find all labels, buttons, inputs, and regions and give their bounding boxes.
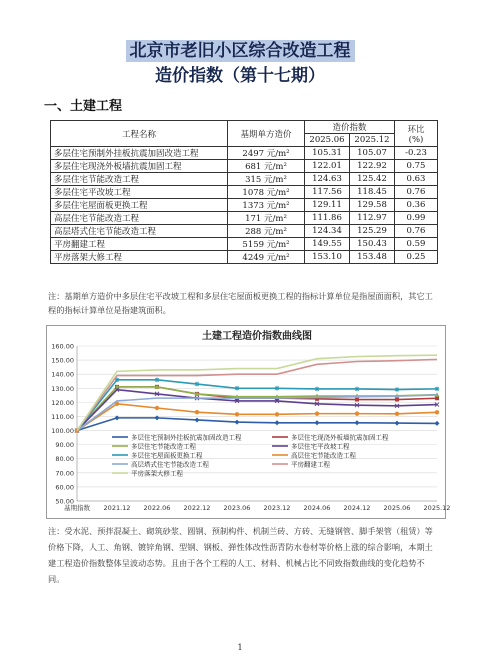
- series-line: [77, 387, 437, 431]
- table-row: [51, 199, 438, 212]
- row-index-2: 150.43: [350, 238, 395, 251]
- row-index-1: 124.63: [305, 173, 350, 186]
- row-ratio: 0.76: [395, 225, 438, 238]
- section-heading: 一、土建工程: [44, 99, 123, 114]
- row-price: 2497 元/m²: [228, 147, 305, 160]
- table-row: [51, 173, 438, 186]
- chart-note: 注：受水泥、预拌混凝土、砌筑砂浆、圆钢、预制构件、机制兰砖、方砖、无缝钢管、脚手架管（租赁）等价格下降，人工、角钢、镀锌角钢、型钢、钢板、弹性体改性沥青防水卷材等价格上涨的综合影响，本期土建工程造价指数整体呈波动态势。且由于各个工程的人工、材料、机械占比不同致指数曲线的变化趋势不同。: [48, 526, 433, 584]
- data-point: [395, 421, 400, 426]
- header-index: 造价指数: [305, 121, 395, 134]
- legend-label: 多层住宅节能改造工程: [131, 442, 196, 451]
- row-ratio: 0.75: [395, 160, 438, 173]
- data-point: [155, 406, 159, 410]
- header-name: 工程名称: [51, 121, 228, 147]
- table-row: [51, 160, 438, 173]
- row-index-2: 112.97: [350, 212, 395, 225]
- data-point: [155, 415, 160, 420]
- row-price: 315 元/m²: [228, 173, 305, 186]
- data-point: [275, 420, 280, 425]
- header-period-2: 2025.12: [350, 134, 395, 147]
- legend-label: 平房翻建工程: [291, 460, 330, 469]
- data-point: [315, 420, 320, 425]
- row-price: 288 元/m²: [228, 225, 305, 238]
- data-point: [315, 387, 320, 392]
- table-row: [51, 147, 438, 160]
- x-tick-label: 2023.06: [223, 504, 251, 512]
- x-tick-label: 2024.06: [303, 504, 331, 512]
- y-tick-label: 140.00: [51, 370, 74, 379]
- x-tick-label: 2021.12: [103, 504, 131, 512]
- data-point: [115, 415, 120, 420]
- legend-label: 高层住宅节能改造工程: [291, 451, 356, 460]
- row-name: 多层住宅预制外挂板抗震加固改造工程: [51, 147, 228, 160]
- data-point: [195, 382, 200, 387]
- title-line-1: 北京市老旧小区综合改造工程: [126, 40, 355, 62]
- data-point: [315, 411, 319, 415]
- row-price: 5159 元/m²: [228, 238, 305, 251]
- x-tick-label: 2022.12: [183, 504, 211, 512]
- table-row: [51, 238, 438, 251]
- chart-title: 土建工程造价指数曲线图: [202, 331, 312, 342]
- series-line: [77, 387, 437, 431]
- document-title: [0, 40, 480, 88]
- header-ratio-label: 环比: [407, 124, 425, 135]
- index-table: [50, 120, 438, 264]
- row-index-1: 129.11: [305, 199, 350, 212]
- row-ratio: 0.59: [395, 238, 438, 251]
- row-index-2: 125.29: [350, 225, 395, 238]
- data-point: [195, 410, 199, 414]
- data-point: [275, 412, 279, 416]
- header-ratio: [395, 121, 438, 147]
- x-tick-label: 基期指数: [64, 504, 90, 512]
- data-point: [235, 412, 239, 416]
- row-name: 平房翻建工程: [51, 238, 228, 251]
- y-tick-label: 130.00: [51, 384, 74, 393]
- y-tick-label: 160.00: [51, 342, 74, 351]
- legend-label: 多层住宅平改坡工程: [291, 442, 350, 451]
- row-name: 多层住宅平改坡工程: [51, 186, 228, 199]
- table-row: [51, 212, 438, 225]
- row-ratio: 0.63: [395, 173, 438, 186]
- header-period-1: 2025.06: [305, 134, 350, 147]
- row-index-1: 122.01: [305, 160, 350, 173]
- row-index-2: 105.07: [350, 147, 395, 160]
- x-tick-label: 2025.06: [383, 504, 411, 512]
- data-point: [355, 398, 359, 402]
- header-ratio-unit: (%): [408, 134, 424, 145]
- table-row: [51, 225, 438, 238]
- page-number: 1: [237, 643, 243, 652]
- row-price: 4249 元/m²: [228, 251, 305, 264]
- data-point: [395, 398, 399, 402]
- row-price: 681 元/m²: [228, 160, 305, 173]
- row-name: 平房落架大修工程: [51, 251, 228, 264]
- y-tick-label: 150.00: [51, 356, 74, 365]
- data-point: [355, 411, 359, 415]
- legend-label: 多层住宅屋面板更换工程: [131, 451, 203, 460]
- y-tick-label: 110.00: [51, 412, 74, 421]
- table-row: [51, 186, 438, 199]
- series-line: [77, 355, 437, 430]
- x-tick-label: 2022.06: [143, 504, 171, 512]
- row-name: 多层住宅节能改造工程: [51, 173, 228, 186]
- x-tick-label: 2023.12: [263, 504, 291, 512]
- y-tick-label: 100.00: [51, 427, 74, 436]
- row-name: 多层住宅屋面板更换工程: [51, 199, 228, 212]
- data-point: [435, 410, 439, 414]
- row-ratio: 0.76: [395, 186, 438, 199]
- data-point: [435, 421, 440, 426]
- data-point: [435, 387, 440, 392]
- row-index-1: 111.86: [305, 212, 350, 225]
- series-line: [77, 418, 437, 431]
- row-price: 1078 元/m²: [228, 186, 305, 199]
- row-index-1: 153.10: [305, 251, 350, 264]
- row-index-2: 118.45: [350, 186, 395, 199]
- data-point: [155, 378, 160, 383]
- row-index-1: 117.56: [305, 186, 350, 199]
- row-ratio: 0.99: [395, 212, 438, 225]
- row-price: 171 元/m²: [228, 212, 305, 225]
- row-index-1: 149.55: [305, 238, 350, 251]
- row-index-1: 124.34: [305, 225, 350, 238]
- row-index-2: 125.42: [350, 173, 395, 186]
- row-name: 多层住宅现浇外板墙抗震加固工程: [51, 160, 228, 173]
- data-point: [395, 387, 400, 392]
- row-ratio: -0.23: [395, 147, 438, 160]
- row-index-1: 105.31: [305, 147, 350, 160]
- chart-svg: [47, 326, 451, 518]
- row-price: 1373 元/m²: [228, 199, 305, 212]
- y-tick-label: 70.00: [55, 469, 74, 478]
- data-point: [275, 386, 280, 391]
- index-chart: [46, 325, 451, 519]
- title-line-2: 造价指数（第十七期）: [155, 66, 325, 86]
- y-tick-label: 120.00: [51, 398, 74, 407]
- data-point: [355, 420, 360, 425]
- y-tick-label: 90.00: [55, 441, 74, 450]
- legend-label: 高层塔式住宅节能改造工程: [131, 460, 209, 469]
- x-tick-label: 2024.12: [343, 504, 371, 512]
- table-row: [51, 251, 438, 264]
- data-point: [235, 386, 240, 391]
- row-index-2: 129.58: [350, 199, 395, 212]
- data-point: [195, 417, 200, 422]
- row-ratio: 0.25: [395, 251, 438, 264]
- data-point: [395, 412, 399, 416]
- header-unit-price: 基期单方造价: [228, 121, 305, 147]
- data-point: [435, 396, 439, 400]
- x-tick-label: 2025.12: [423, 504, 451, 512]
- row-index-2: 122.92: [350, 160, 395, 173]
- row-ratio: 0.36: [395, 199, 438, 212]
- table-note: 注：基期单方造价中多层住宅平改坡工程和多层住宅屋面板更换工程的指标计算单位是指屋面面积，其它工程的指标计算单位是指建筑面积。: [48, 291, 433, 315]
- data-point: [355, 387, 360, 392]
- row-index-2: 153.48: [350, 251, 395, 264]
- legend-label: 多层住宅现浇外板墙抗震加固工程: [291, 433, 389, 442]
- row-name: 高层住宅节能改造工程: [51, 212, 228, 225]
- y-tick-label: 60.00: [55, 483, 74, 492]
- legend-label: 平房落架大修工程: [131, 469, 183, 478]
- y-tick-label: 50.00: [55, 497, 74, 506]
- y-tick-label: 80.00: [55, 455, 74, 464]
- legend-label: 多层住宅预制外挂板抗震加固改造工程: [131, 433, 242, 442]
- data-point: [235, 420, 240, 425]
- row-name: 高层塔式住宅节能改造工程: [51, 225, 228, 238]
